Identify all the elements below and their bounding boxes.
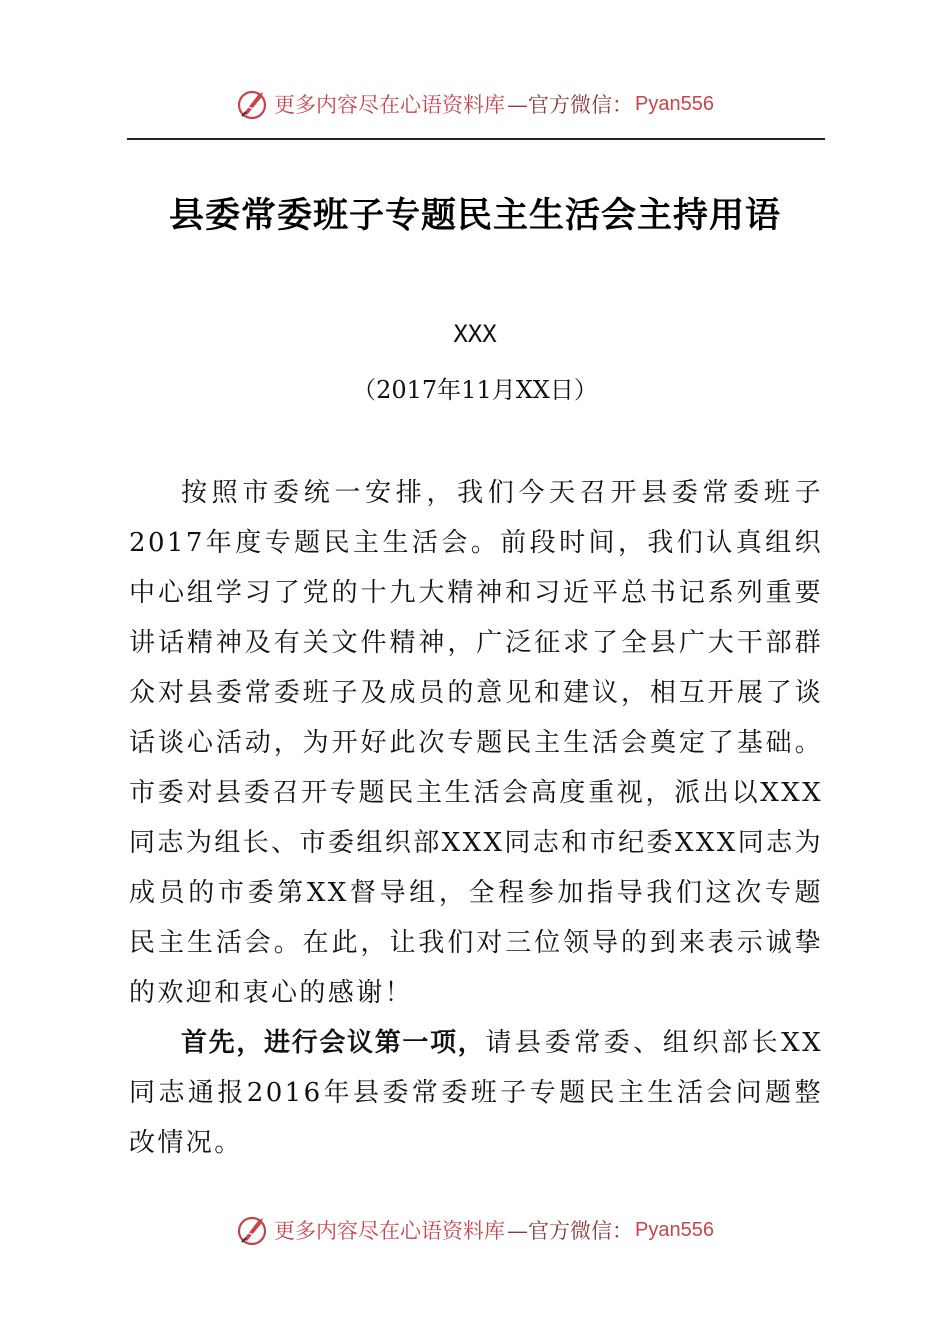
header-banner — [0, 84, 950, 124]
pen-quill-logo-icon — [236, 87, 270, 121]
document-author: XXX — [453, 320, 497, 348]
banner-contact-label: —官方微信： — [507, 1219, 634, 1243]
pen-quill-logo-icon — [236, 1213, 270, 1247]
banner-text: 更多内容尽在心语资料库 — [274, 1219, 506, 1243]
paragraph-2-lead: 首先，进行会议第一项， — [181, 1028, 486, 1058]
document-body — [129, 468, 823, 1168]
banner-wechat-id: Pyan556 — [635, 1218, 714, 1241]
banner-wechat-id: Pyan556 — [635, 92, 714, 115]
paragraph-1: 按照市委统一安排，我们今天召开县委常委班子2017年度专题民主生活会。前段时间，我们认真组织中心组学习了党的十九大精神和习近平总书记系列重要讲话精神及有关文件精神，广泛征求了全县广大干部群众对县委常委班子及成员的意见和建议，相互开展了谈话谈心活动，为开好此次专题民主生活会奠定了基础。市委对县委召开专题民主生活会高度重视，派出以XXX同志为组长、市委组织部XXX同志和市纪委XXX同志为成员的市委第XX督导组，全程参加指导我们这次专题民主生活会。在此，让我们对三位领导的到来表示诚挚的欢迎和衷心的感谢！ — [129, 478, 823, 1008]
paragraph-2-text: 请县委常委、组织部长XX同志通报2016年县委常委班子专题民主生活会问题整改情况。 — [129, 1028, 823, 1158]
footer-banner — [0, 1210, 950, 1250]
banner-contact-label: —官方微信： — [507, 93, 634, 117]
header-divider — [127, 138, 825, 140]
document-date: （2017年11月XX日） — [352, 376, 598, 404]
document-title: 县委常委班子专题民主生活会主持用语 — [168, 195, 781, 236]
paragraph-2 — [129, 1018, 823, 1168]
banner-text: 更多内容尽在心语资料库 — [274, 93, 506, 117]
